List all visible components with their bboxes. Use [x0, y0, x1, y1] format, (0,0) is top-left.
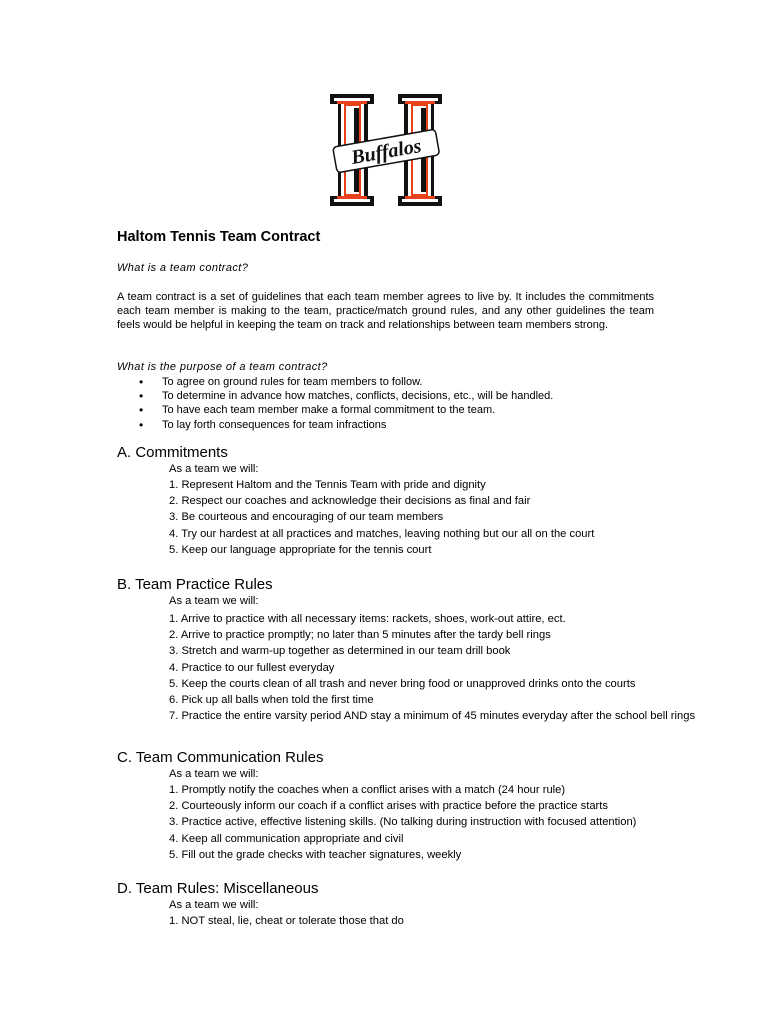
- section-heading-communication-rules: C. Team Communication Rules: [117, 749, 324, 766]
- section-heading-practice-rules: B. Team Practice Rules: [117, 576, 273, 593]
- intro-paragraph: A team contract is a set of guidelines that each team member agrees to live by. It includes the commitments each team member is making to the team, practice/match ground rules, and any other guidelines the team feels would be helpful in keeping the team on track and relationships between team members strong.: [117, 291, 654, 332]
- list-item: 1. Represent Haltom and the Tennis Team with pride and dignity: [169, 479, 486, 491]
- list-item: 5. Keep our language appropriate for the tennis court: [169, 543, 432, 556]
- bullet-item: • To agree on ground rules for team members to follow.: [139, 375, 553, 389]
- section-lead: As a team we will:: [169, 463, 259, 475]
- list-item: 7. Practice the entire varsity period AND stay a minimum of 45 minutes everyday after the school bell rings: [169, 710, 696, 723]
- section-heading-miscellaneous: D. Team Rules: Miscellaneous: [117, 880, 319, 897]
- list-item: 4. Practice to our fullest everyday: [169, 661, 335, 674]
- purpose-bullet-list: [139, 375, 553, 432]
- buffalos-h-logo: [328, 92, 444, 208]
- list-item: 1. NOT steal, lie, cheat or tolerate those that do: [169, 915, 404, 927]
- list-item: 1. Promptly notify the coaches when a conflict arises with a match (24 hour rule): [169, 784, 566, 796]
- question-what-is-contract: What is a team contract?: [117, 262, 249, 274]
- list-item: 5. Keep the courts clean of all trash and never bring food or unapproved drinks onto the courts: [169, 677, 636, 690]
- list-item: 1. Arrive to practice with all necessary items: rackets, shoes, work-out attire, ect.: [169, 613, 566, 625]
- list-item: 2. Respect our coaches and acknowledge their decisions as final and fair: [169, 495, 531, 508]
- section-lead: As a team we will:: [169, 899, 259, 911]
- bullet-item: • To lay forth consequences for team infractions: [139, 418, 553, 432]
- communication-rules-list: [169, 782, 636, 863]
- section-lead: As a team we will:: [169, 768, 259, 780]
- bullet-item: • To have each team member make a formal commitment to the team.: [139, 403, 553, 417]
- question-purpose: What is the purpose of a team contract?: [117, 361, 328, 373]
- document-title: Haltom Tennis Team Contract: [117, 229, 321, 245]
- miscellaneous-rules-list: [169, 913, 404, 929]
- list-item: 3. Practice active, effective listening skills. (No talking during instruction with focused attention): [169, 816, 637, 829]
- list-item: 4. Keep all communication appropriate and civil: [169, 832, 404, 845]
- section-lead: As a team we will:: [169, 595, 259, 607]
- list-item: 3. Stretch and warm-up together as determined in our team drill book: [169, 645, 511, 658]
- list-item: 2. Arrive to practice promptly; no later than 5 minutes after the tardy bell rings: [169, 629, 551, 642]
- practice-rules-list: [169, 611, 729, 723]
- list-item: 3. Be courteous and encouraging of our team members: [169, 511, 444, 524]
- bullet-item: • To determine in advance how matches, conflicts, decisions, etc., will be handled.: [139, 389, 553, 403]
- list-item: 4. Try our hardest at all practices and matches, leaving nothing but our all on the court: [169, 527, 595, 540]
- list-item: 2. Courteously inform our coach if a conflict arises with practice before the practice starts: [169, 800, 608, 813]
- section-heading-commitments: A. Commitments: [117, 444, 228, 461]
- list-item: 6. Pick up all balls when told the first time: [169, 694, 374, 707]
- logo-script-text: Buffalos: [349, 134, 424, 169]
- list-item: 5. Fill out the grade checks with teacher signatures, weekly: [169, 848, 462, 861]
- commitments-list: [169, 477, 594, 558]
